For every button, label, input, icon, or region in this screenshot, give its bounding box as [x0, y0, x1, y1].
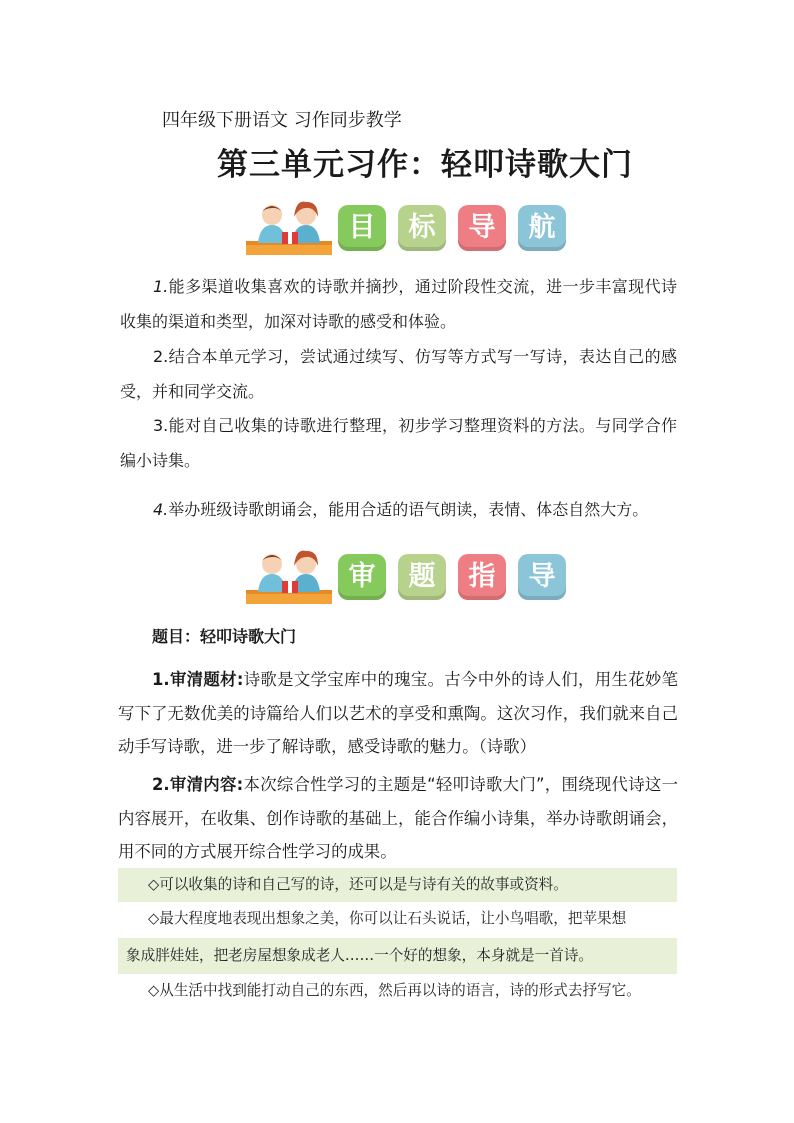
topic-heading: 题目：轻叩诗歌大门: [152, 627, 297, 646]
guide-item: 2.审清内容:本次综合性学习的主题是“轻叩诗歌大门”，围绕现代诗这一内容展开，在收集、创作诗歌的基础上，能合作编小诗集，举办诗歌朗诵会，用不同的方式展开综合性学习的成果。: [118, 775, 678, 861]
tip-line: ◇从生活中找到能打动自己的东西，然后再以诗的语言，诗的形式去抒写它。: [118, 974, 677, 1008]
banner-char-1: 审: [338, 554, 386, 600]
goal-item: 3.能对自己收集的诗歌进行整理，初步学习整理资料的方法。与同学合作编小诗集。: [120, 416, 677, 470]
page-title: 第三单元习作：轻叩诗歌大门: [217, 147, 633, 183]
banner-char-2: 标: [398, 205, 446, 251]
tip-line: ◇最大程度地表现出想象之美，你可以让石头说话，让小鸟唱歌，把苹果想: [118, 902, 677, 938]
banner-char-3: 导: [458, 205, 506, 251]
banner-char-2: 题: [398, 554, 446, 600]
banner-char-4: 航: [518, 205, 566, 251]
guide-item: 1.审清题材:诗歌是文学宝库中的瑰宝。古今中外的诗人们，用生花妙笔写下了无数优美的诗篇给人们以艺术的享受和熏陶。这次习作，我们就来自己动手写诗歌，进一步了解诗歌，感受诗歌的魅力。（诗歌）: [118, 670, 679, 756]
banner-char-1: 目: [338, 205, 386, 251]
tip-line: ◇可以收集的诗和自己写的诗，还可以是与诗有关的故事或资料。: [118, 868, 677, 902]
students-reading-illustration: [244, 199, 334, 259]
students-reading-illustration: [244, 548, 334, 608]
banner-guide: [244, 548, 574, 608]
tip-line: 象成胖娃娃，把老房屋想象成老人……一个好的想象，本身就是一首诗。: [118, 938, 677, 974]
banner-char-4: 导: [518, 554, 566, 600]
banner-char-3: 指: [458, 554, 506, 600]
banner-goals: [244, 199, 574, 259]
goal-item: 1.能多渠道收集喜欢的诗歌并摘抄，通过阶段性交流，进一步丰富现代诗收集的渠道和类型，加深对诗歌的感受和体验。: [120, 277, 677, 331]
subtitle: 四年级下册语文 习作同步教学: [162, 110, 402, 131]
tips-box: [118, 868, 677, 1008]
goal-item: 2.结合本单元学习，尝试通过续写、仿写等方式写一写诗，表达自己的感受，并和同学交流。: [120, 347, 677, 401]
goal-item: 4.举办班级诗歌朗诵会，能用合适的语气朗读，表情、体态自然大方。: [153, 500, 649, 519]
